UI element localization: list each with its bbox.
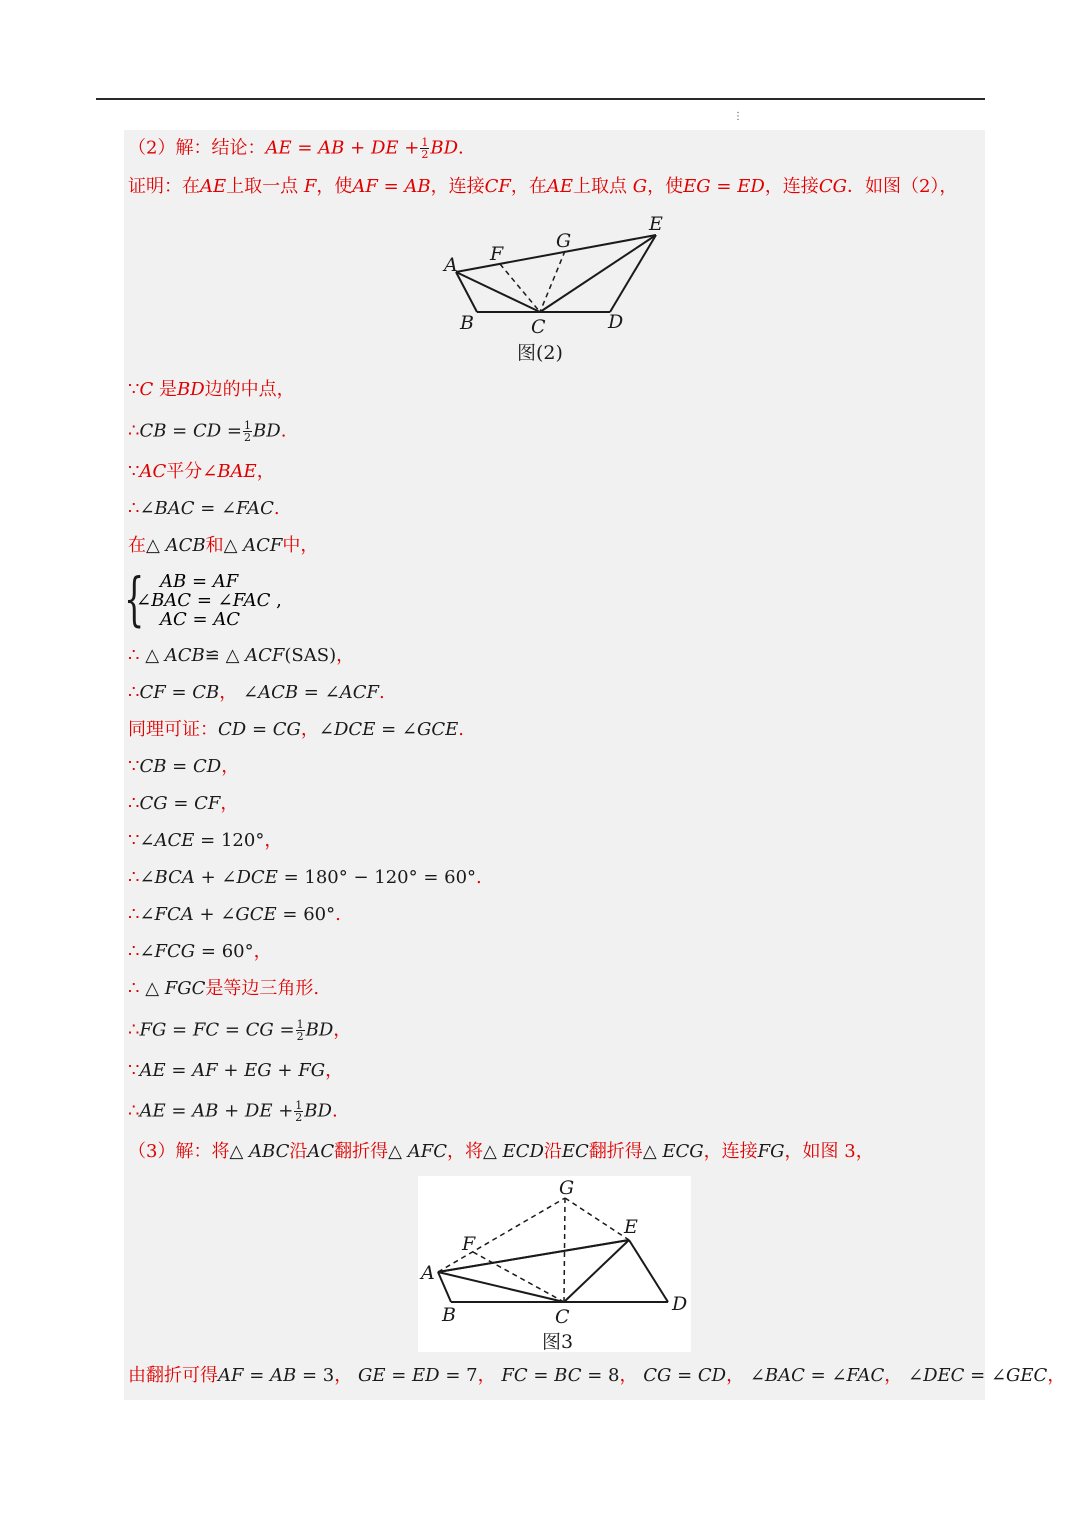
proof-line-angle-bac: ∴∠BAC = ∠FAC. [128,498,280,519]
proof-line-fca-gce: ∴∠FCA + ∠GCE = 60°. [128,904,341,925]
fig3-label-G: G [559,1177,575,1199]
proof-line-since-cb-cd: ∵CB = CD， [128,756,240,777]
fig2-label-C: C [531,316,546,338]
proof-line-conclusion: ∴AE = AB + DE + $\frac{1}{2}$ BD. [128,1099,338,1124]
fig2-label-G: G [556,230,572,252]
part3-intro: （3）解：将△ ABC沿AC翻折得△ AFC，将△ ECD沿EC翻折得△ ECG，连接FG，如图 3， [128,1141,874,1162]
fig2-label-F: F [490,243,504,265]
proof-line-ace: ∵∠ACE = 120°， [128,830,283,851]
fig3-label-B: B [442,1304,456,1326]
proof-line-triangles: 在△ ACB和△ ACF中， [128,535,319,556]
fig3-label-F: F [462,1233,476,1255]
proof-line-equilateral: ∴ △ FGC是等边三角形. [128,978,320,999]
fig2-label-B: B [460,312,474,334]
part2-conclusion: （2）解：结论：AE = AB + DE + $\frac{1}{2}$ BD. [128,136,464,161]
proof-line-cg-cf: ∴CG = CF， [128,793,239,814]
proof-line-similarly: 同理可证：CD = CG，∠DCE = ∠GCE. [128,719,464,740]
fig2-label-D: D [608,311,624,333]
proof-construction: 证明：在AE上取一点 F，使AF = AB，连接CF，在AE上取点 G，使EG = ED，连接CG．如图（2）， [128,176,958,197]
more-options-icon[interactable]: ⋮ [733,111,743,122]
fig3-label-C: C [555,1306,570,1328]
proof-line-cb-cd: ∴CB = CD = $\frac{1}{2}$ BD. [128,419,287,444]
proof-line-bisector: ∵AC平分∠BAE， [128,461,275,482]
proof-line-fg-fc-cg: ∴FG = FC = CG = $\frac{1}{2}$ BD， [128,1018,352,1043]
congruence-system: { AB = AF ∠BAC = ∠FAC , AC = AC [124,565,282,633]
proof-line-bca-dce: ∴∠BCA + ∠DCE = 180° − 120° = 60°. [128,867,482,888]
fig2-caption: 图(2) [517,342,563,364]
figure-3-diagram [418,1176,691,1352]
fig3-label-E: E [624,1216,638,1238]
fig3-label-A: A [421,1262,435,1284]
fig2-label-A: A [444,254,458,276]
proof-line-cf-cb: ∴CF = CB， ∠ACB = ∠ACF. [128,682,385,703]
proof-line-sas: ∴ △ ACB≌ △ ACF(SAS)， [128,645,355,666]
fig3-caption: 图3 [542,1331,574,1352]
proof-line-ae-sum: ∵AE = AF + EG + FG， [128,1060,344,1081]
proof-line-midpoint: ∵C 是BD边的中点， [128,379,295,400]
part3-fold-results: 由翻折可得AF = AB = 3， GE = ED = 7， FC = BC = 8， CG = CD， ∠BAC = ∠FAC， ∠DEC = ∠GEC， [128,1365,1066,1386]
fig2-label-E: E [649,213,663,235]
figure-2-diagram [430,205,690,365]
proof-line-fcg: ∴∠FCG = 60°， [128,941,272,962]
header-rule [96,98,985,100]
fig3-label-D: D [672,1293,688,1315]
